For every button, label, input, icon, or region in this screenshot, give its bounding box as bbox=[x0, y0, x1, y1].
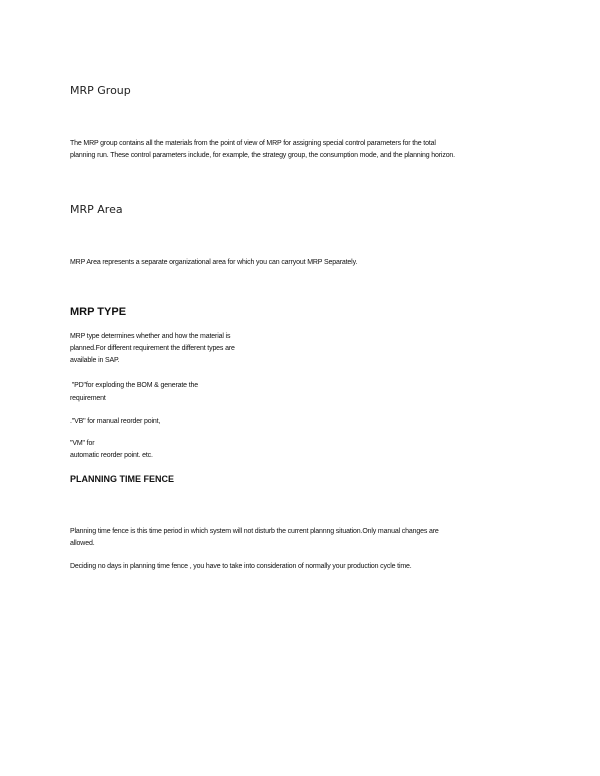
mrp-group-heading: MRP Group bbox=[70, 84, 131, 97]
planning-time-fence-heading: PLANNING TIME FENCE bbox=[70, 474, 175, 484]
mrp-group-line-1: The MRP group contains all the materials from the point of view of MRP for assigning special control parameters for the total bbox=[70, 140, 436, 147]
mrp-area-paragraph bbox=[70, 257, 357, 269]
mrp-type-vb-line: ."VB" for manual reorder point, bbox=[70, 418, 161, 425]
mrp-type-pd-line-2: requirement bbox=[70, 395, 106, 402]
ptf-para2-line-1: Deciding no days in planning time fence , you have to take into consideration of normally your production cycle time. bbox=[70, 563, 412, 570]
planning-time-fence-paragraph-2 bbox=[70, 561, 412, 573]
mrp-type-intro bbox=[70, 331, 235, 367]
mrp-group-line-2: planning run. These control parameters include, for example, the strategy group, the consumption mode, and the planning horizon. bbox=[70, 152, 455, 159]
mrp-type-vm-line-1: "VM" for bbox=[70, 440, 95, 447]
mrp-type-intro-line-3: available in SAP. bbox=[70, 357, 120, 364]
mrp-area-line-1: MRP Area represents a separate organizational area for which you can carryout MRP Separately. bbox=[70, 259, 358, 266]
mrp-area-heading: MRP Area bbox=[70, 203, 123, 216]
mrp-type-vm-line-2: automatic reorder point. etc. bbox=[70, 452, 153, 459]
mrp-type-intro-line-2: planned.For different requirement the different types are bbox=[70, 345, 235, 352]
mrp-type-heading: MRP TYPE bbox=[70, 306, 127, 318]
mrp-type-vb bbox=[70, 416, 160, 428]
ptf-para1-line-2: allowed. bbox=[70, 540, 95, 547]
mrp-type-intro-line-1: MRP type determines whether and how the material is bbox=[70, 333, 231, 340]
ptf-para1-line-1: Planning time fence is this time period in which system will not disturb the current plannng situation.Only manual changes are bbox=[70, 528, 439, 535]
mrp-type-vm bbox=[70, 438, 153, 462]
mrp-type-pd bbox=[70, 379, 198, 405]
mrp-group-paragraph bbox=[70, 138, 455, 162]
mrp-type-pd-line-1: "PD"for exploding the BOM & generate the bbox=[70, 382, 199, 389]
planning-time-fence-paragraph-1 bbox=[70, 526, 439, 550]
